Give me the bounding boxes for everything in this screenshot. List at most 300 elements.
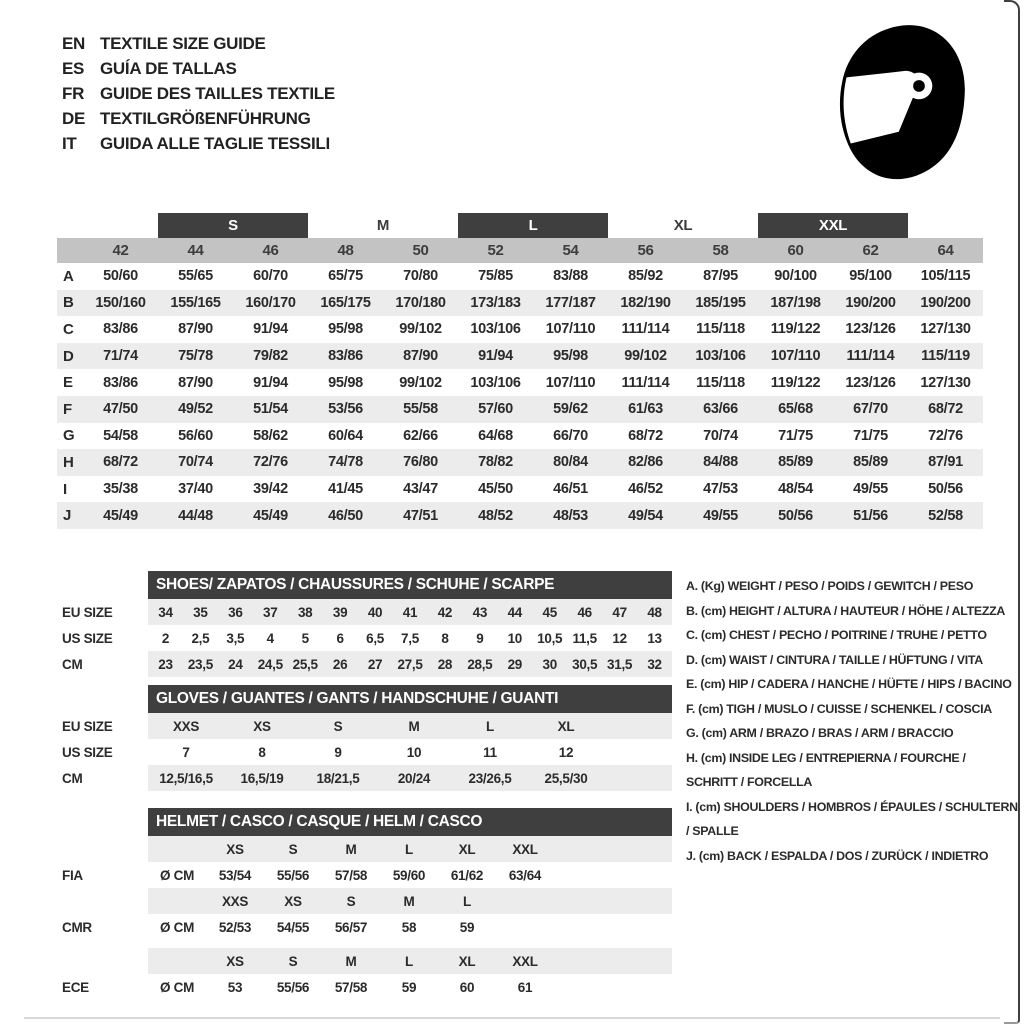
lang-title: GUIDA ALLE TAGLIE TESSILI — [100, 133, 330, 153]
measurement-value: 83/86 — [103, 321, 138, 338]
measurement-value: 95/98 — [553, 348, 588, 365]
legend-item: B. (cm) HEIGHT / ALTURA / HAUTEUR / HÖHE / ALTEZZA — [686, 603, 1006, 618]
glove-size-value: 20/24 — [397, 770, 431, 786]
apparel-row-f — [57, 396, 983, 423]
measurement-value: 127/130 — [920, 321, 971, 338]
measurement-value: 79/82 — [253, 348, 288, 365]
measurement-value: 50/56 — [928, 481, 963, 498]
measurement-value: 70/74 — [703, 427, 738, 444]
gloves-eu-row — [62, 713, 672, 739]
shoes-us-values — [148, 625, 672, 651]
shoe-size-value: 43 — [472, 604, 488, 620]
size-number: 54 — [562, 242, 579, 259]
measurement-value: 123/126 — [845, 374, 896, 391]
shoes-cm-row — [62, 651, 672, 677]
measurement-value: 82/86 — [628, 454, 663, 471]
size-number: 46 — [262, 242, 279, 259]
size-number: 56 — [637, 242, 654, 259]
helmet-size-value: 59/60 — [392, 867, 426, 883]
measurement-value: 190/200 — [920, 294, 971, 311]
standard-label-ece: ECE — [62, 979, 89, 995]
gloves-size-table — [62, 685, 672, 791]
row-label: EU SIZE — [62, 604, 113, 620]
measurement-value: 74/78 — [328, 454, 363, 471]
apparel-row-b — [57, 290, 983, 317]
apparel-row-a — [57, 263, 983, 290]
measurement-value: 119/122 — [770, 374, 821, 391]
measurement-value: 80/84 — [553, 454, 588, 471]
measurement-value: 43/47 — [403, 481, 438, 498]
helmet-size-label: L — [405, 841, 413, 857]
measurement-value: 111/114 — [621, 321, 670, 338]
glove-size-value: XL — [557, 718, 575, 734]
measurement-value: 85/89 — [853, 454, 888, 471]
measurement-value: 99/102 — [399, 374, 442, 391]
diameter-unit: Ø CM — [159, 979, 195, 995]
row-label: D — [63, 347, 74, 365]
measurement-value: 85/89 — [778, 454, 813, 471]
measurement-value: 165/175 — [320, 294, 371, 311]
standard-label-fia: FIA — [62, 867, 83, 883]
helmet-size-label: M — [403, 893, 415, 909]
measurement-value: 52/58 — [928, 507, 963, 524]
glove-size-value: 11 — [483, 744, 497, 760]
language-title-block — [62, 31, 335, 156]
helmet-size-label: M — [345, 841, 357, 857]
legend-item: E. (cm) HIP / CADERA / HANCHE / HÜFTE / HIPS / BACINO — [686, 677, 1012, 691]
shoe-size-value: 48 — [647, 604, 662, 620]
measurement-value: 85/92 — [628, 268, 663, 285]
size-number: 52 — [487, 242, 504, 259]
measurement-value: 49/54 — [628, 507, 663, 524]
lang-line-es — [62, 56, 335, 81]
glove-size-value: 7 — [182, 744, 190, 760]
apparel-size-table — [57, 213, 983, 529]
helmet-size-label: XS — [284, 893, 302, 909]
legend-item: I. (cm) SHOULDERS / HOMBROS / ÉPAULES / SCHULTERN / SPALLE — [686, 799, 1018, 838]
apparel-row-j — [57, 502, 983, 529]
apparel-row-e — [57, 369, 983, 396]
diameter-unit: Ø CM — [159, 867, 195, 883]
measurement-value: 83/86 — [103, 374, 138, 391]
helmet-size-value: 56/57 — [334, 919, 368, 935]
measurement-value: 55/65 — [178, 268, 213, 285]
helmet-table-title: HELMET / CASCO / CASQUE / HELM / CASCO — [148, 808, 672, 836]
helmet-size-label: XXS — [221, 893, 249, 909]
legend-item: D. (cm) WAIST / CINTURA / TAILLE / HÜFTUNG / VITA — [686, 652, 983, 667]
gloves-us-values — [148, 739, 672, 765]
measurement-value: 105/115 — [920, 268, 971, 285]
measurement-value: 76/80 — [403, 454, 438, 471]
lang-title: GUIDE DES TAILLES TEXTILE — [100, 83, 335, 103]
measurement-value: 83/88 — [553, 268, 588, 285]
measurement-value: 107/110 — [545, 374, 596, 391]
measurement-value: 46/51 — [553, 481, 588, 498]
helmet-size-label: L — [405, 953, 413, 969]
measurement-value: 103/106 — [470, 374, 521, 391]
standard-label-cmr: CMR — [62, 919, 92, 935]
size-group-header — [57, 213, 983, 238]
shoes-table-title: SHOES/ ZAPATOS / CHAUSSURES / SCHUHE / SCARPE — [148, 571, 672, 599]
measurement-value: 71/74 — [103, 348, 138, 365]
shoe-size-value: 9 — [476, 630, 484, 646]
measurement-value: 48/52 — [478, 507, 513, 524]
measurement-value: 107/110 — [770, 348, 821, 365]
shoe-size-value: 4 — [266, 630, 274, 646]
measurement-value: 54/58 — [103, 427, 138, 444]
measurement-value: 190/200 — [845, 294, 896, 311]
measurement-value: 95/98 — [328, 321, 363, 338]
shoe-size-value: 2,5 — [191, 630, 210, 646]
helmet-size-label: S — [288, 953, 298, 969]
shoe-size-value: 44 — [507, 604, 522, 620]
shoe-size-value: 6 — [336, 630, 344, 646]
measurement-value: 53/56 — [328, 401, 363, 418]
shoe-size-value: 26 — [332, 656, 348, 672]
helmet-cmr-values-row — [62, 914, 672, 940]
helmet-ece-values-row — [62, 974, 672, 1000]
helmet-size-value: 61/62 — [450, 867, 484, 883]
lang-title: TEXTILGRÖßENFÜHRUNG — [100, 108, 311, 128]
measurement-value: 55/58 — [403, 401, 438, 418]
glove-size-value: 8 — [258, 744, 266, 760]
lang-title: TEXTILE SIZE GUIDE — [100, 33, 266, 53]
measurement-value: 87/90 — [178, 374, 213, 391]
measurement-value: 87/90 — [403, 348, 438, 365]
measurement-value: 50/60 — [103, 268, 138, 285]
shoes-us-row — [62, 625, 672, 651]
shoe-size-value: 28,5 — [467, 656, 493, 672]
shoe-size-value: 29 — [507, 656, 522, 672]
measurement-value: 46/50 — [328, 507, 363, 524]
size-number: 42 — [112, 242, 129, 259]
shoe-size-value: 24,5 — [257, 656, 283, 672]
glove-size-value: M — [408, 718, 420, 734]
helmet-fia-values-row — [62, 862, 672, 888]
helmet-size-value: 59 — [401, 979, 417, 995]
measurement-value: 68/72 — [628, 427, 663, 444]
helmet-size-value: 57/58 — [334, 979, 368, 995]
measurement-value: 37/40 — [178, 481, 213, 498]
measurement-value: 59/62 — [553, 401, 588, 418]
helmet-size-label: XXL — [512, 841, 538, 857]
measurement-value: 70/74 — [178, 454, 213, 471]
shoe-size-value: 46 — [577, 604, 592, 620]
measurement-value: 72/76 — [928, 427, 963, 444]
measurement-value: 182/190 — [620, 294, 671, 311]
measurement-value: 46/52 — [628, 481, 663, 498]
measurement-value: 62/66 — [403, 427, 438, 444]
row-label — [62, 948, 148, 974]
measurement-value: 39/42 — [253, 481, 288, 498]
helmet-size-label: M — [345, 953, 357, 969]
measurement-value: 70/80 — [403, 268, 438, 285]
row-label: J — [63, 507, 72, 525]
measurement-value: 48/53 — [553, 507, 588, 524]
measurement-value: 115/119 — [921, 348, 970, 365]
apparel-row-i — [57, 476, 983, 503]
measurement-value: 99/102 — [399, 321, 442, 338]
measurement-value: 45/49 — [103, 507, 138, 524]
measurement-value: 78/82 — [478, 454, 513, 471]
shoe-size-value: 38 — [297, 604, 313, 620]
shoe-size-value: 47 — [612, 604, 627, 620]
size-group-m: M — [376, 217, 390, 234]
measurement-value: 61/63 — [628, 401, 663, 418]
fia-size-labels — [148, 836, 672, 862]
lang-line-it — [62, 131, 335, 156]
size-group-xxl: XXL — [758, 213, 908, 238]
measurement-value: 71/75 — [778, 427, 813, 444]
measurement-value: 64/68 — [478, 427, 513, 444]
size-group-xl: XL — [673, 217, 693, 234]
measurement-value: 60/64 — [328, 427, 363, 444]
shoe-size-value: 12 — [612, 630, 627, 646]
measurement-value: 185/195 — [695, 294, 746, 311]
row-label — [62, 836, 148, 862]
measurement-value: 48/54 — [778, 481, 813, 498]
measurement-value: 65/68 — [778, 401, 813, 418]
glove-size-value: 25,5/30 — [544, 770, 588, 786]
shoe-size-value: 13 — [647, 630, 662, 646]
row-label — [62, 888, 148, 914]
measurement-value: 75/85 — [478, 268, 513, 285]
lang-code: ES — [62, 58, 85, 78]
row-label: EU SIZE — [62, 718, 113, 734]
shoes-cm-values — [148, 651, 672, 677]
lang-code: FR — [62, 83, 85, 103]
size-number: 58 — [712, 242, 729, 259]
lang-code: EN — [62, 33, 86, 53]
legend-item: G. (cm) ARM / BRAZO / BRAS / ARM / BRACCIO — [686, 726, 954, 740]
measurement-value: 44/48 — [178, 507, 213, 524]
apparel-row-h — [57, 449, 983, 476]
measurement-value: 47/51 — [403, 507, 438, 524]
shoe-size-value: 32 — [647, 656, 662, 672]
helmet-size-value: 52/53 — [218, 919, 252, 935]
shoe-size-value: 23,5 — [187, 656, 213, 672]
measurement-value: 111/114 — [846, 348, 895, 365]
measurement-value: 155/165 — [170, 294, 221, 311]
measurement-value: 91/94 — [478, 348, 513, 365]
size-number: 64 — [937, 242, 954, 259]
row-label: F — [63, 400, 72, 418]
glove-size-value: S — [333, 718, 343, 734]
measurement-value: 50/56 — [778, 507, 813, 524]
shoe-size-value: 42 — [437, 604, 453, 620]
helmet-size-value: 53/54 — [218, 867, 252, 883]
row-label: A — [63, 267, 74, 285]
helmet-size-value: 59 — [459, 919, 475, 935]
size-number: 44 — [187, 242, 204, 259]
cmr-size-labels — [148, 888, 672, 914]
size-group-s: S — [158, 213, 308, 238]
helmet-size-label: L — [463, 893, 471, 909]
measurement-value: 87/91 — [928, 454, 963, 471]
measurement-value: 87/95 — [703, 268, 738, 285]
measurement-value: 68/72 — [928, 401, 963, 418]
apparel-row-d — [57, 343, 983, 370]
shoe-size-value: 34 — [158, 604, 173, 620]
shoe-size-value: 3,5 — [226, 630, 245, 646]
helmet-size-value: 55/56 — [276, 979, 310, 995]
apparel-row-c — [57, 316, 983, 343]
lang-code: DE — [62, 108, 86, 128]
cmr-values — [148, 914, 672, 940]
shoe-size-value: 27 — [367, 656, 383, 672]
row-label: CM — [62, 770, 83, 786]
legend-item: A. (Kg) WEIGHT / PESO / POIDS / GEWITCH / PESO — [686, 579, 974, 593]
glove-size-value: XS — [253, 718, 271, 734]
measurement-value: 170/180 — [395, 294, 446, 311]
measurement-value: 95/100 — [849, 268, 892, 285]
helmet-size-label: XL — [458, 841, 476, 857]
gloves-table-title: GLOVES / GUANTES / GANTS / HANDSCHUHE / GUANTI — [148, 685, 672, 713]
ece-values — [148, 974, 672, 1000]
row-label: G — [63, 427, 75, 445]
shoe-size-value: 39 — [332, 604, 348, 620]
measurement-value: 173/183 — [470, 294, 521, 311]
size-number: 48 — [337, 242, 354, 259]
shoe-size-value: 40 — [367, 604, 383, 620]
measurement-value: 35/38 — [103, 481, 138, 498]
helmet-size-value: 55/56 — [276, 867, 310, 883]
row-label: CM — [62, 656, 83, 672]
measurement-value: 45/49 — [253, 507, 288, 524]
measurement-value: 160/170 — [245, 294, 296, 311]
helmet-size-table — [62, 808, 672, 1000]
shoe-size-value: 8 — [441, 630, 449, 646]
shoe-size-value: 36 — [228, 604, 243, 620]
legend-item: J. (cm) BACK / ESPALDA / DOS / ZURÜCK / INDIETRO — [686, 848, 989, 863]
glove-size-value: 12,5/16,5 — [159, 770, 213, 786]
measurement-value: 103/106 — [470, 321, 521, 338]
measurement-value: 63/66 — [703, 401, 738, 418]
measurement-value: 91/94 — [253, 374, 288, 391]
row-label: C — [63, 320, 74, 338]
measurement-value: 127/130 — [920, 374, 971, 391]
measurement-value: 103/106 — [695, 348, 746, 365]
helmet-cmr-sizes-row — [62, 888, 672, 914]
legend-item: H. (cm) INSIDE LEG / ENTREPIERNA / FOURCHE / SCHRITT / FORCELLA — [686, 750, 966, 789]
gloves-cm-row — [62, 765, 672, 791]
lang-code: IT — [62, 133, 77, 153]
helmet-size-label: S — [288, 841, 298, 857]
fia-values — [148, 862, 672, 888]
measurement-value: 51/56 — [853, 507, 888, 524]
glove-size-value: 16,5/19 — [240, 770, 284, 786]
row-label: B — [63, 294, 74, 312]
glove-size-value: 9 — [334, 744, 342, 760]
glove-size-value: 12 — [558, 744, 574, 760]
shoe-size-value: 7,5 — [401, 630, 419, 646]
legend-item: F. (cm) TIGH / MUSLO / CUISSE / SCHENKEL / COSCIA — [686, 701, 992, 716]
helmet-size-label: XS — [226, 841, 244, 857]
helmet-ece-sizes-row — [62, 948, 672, 974]
measurement-value: 66/70 — [553, 427, 588, 444]
shoes-size-table — [62, 571, 672, 677]
glove-size-value: XXS — [172, 718, 200, 734]
shoe-size-value: 45 — [542, 604, 557, 620]
measurement-value: 45/50 — [478, 481, 513, 498]
glove-size-value: 10 — [406, 744, 422, 760]
shoe-size-value: 24 — [228, 656, 243, 672]
shoe-size-value: 35 — [193, 604, 208, 620]
row-label: I — [63, 480, 67, 498]
gloves-cm-values — [148, 765, 672, 791]
measurement-value: 107/110 — [545, 321, 596, 338]
shoe-size-value: 31,5 — [607, 656, 633, 672]
measurement-value: 47/53 — [703, 481, 738, 498]
shoe-size-value: 10 — [507, 630, 522, 646]
measurement-value: 87/90 — [178, 321, 213, 338]
shoe-size-value: 6,5 — [366, 630, 384, 646]
measurement-value: 47/50 — [103, 401, 138, 418]
glove-size-value: L — [486, 718, 494, 734]
measurement-value: 41/45 — [328, 481, 363, 498]
size-number: 60 — [787, 242, 804, 259]
shoe-size-value: 11,5 — [572, 630, 597, 646]
helmet-size-label: XL — [458, 953, 476, 969]
helmet-size-label: XS — [226, 953, 244, 969]
measurement-value: 49/55 — [853, 481, 888, 498]
lang-title: GUÍA DE TALLAS — [100, 58, 237, 78]
shoe-size-value: 23 — [158, 656, 173, 672]
measurement-value: 60/70 — [253, 268, 288, 285]
shoe-size-value: 30 — [542, 656, 557, 672]
measurement-value: 150/160 — [95, 294, 146, 311]
legend-item: C. (cm) CHEST / PECHO / POITRINE / TRUHE / PETTO — [686, 628, 987, 642]
shoes-eu-values — [148, 599, 672, 625]
measurement-value: 115/118 — [696, 374, 745, 391]
measurement-value: 123/126 — [845, 321, 896, 338]
measurement-value: 56/60 — [178, 427, 213, 444]
measurement-value: 67/70 — [853, 401, 888, 418]
shoe-size-value: 25,5 — [292, 656, 318, 672]
helmet-size-value: 53 — [227, 979, 243, 995]
shoe-size-value: 28 — [437, 656, 453, 672]
helmet-size-value: 61 — [517, 979, 533, 995]
measurement-value: 95/98 — [328, 374, 363, 391]
numeric-size-band — [57, 238, 983, 263]
lang-line-de — [62, 106, 335, 131]
measurement-value: 83/86 — [328, 348, 363, 365]
measurement-value: 111/114 — [621, 374, 670, 391]
helmet-size-value: 57/58 — [334, 867, 368, 883]
gloves-eu-values — [148, 713, 672, 739]
measurement-value: 49/55 — [703, 507, 738, 524]
helmet-size-label: XXL — [512, 953, 538, 969]
helmet-size-value: 58 — [401, 919, 417, 935]
apparel-row-g — [57, 423, 983, 450]
measurement-value: 177/187 — [545, 294, 596, 311]
ece-size-labels — [148, 948, 672, 974]
size-group-l: L — [458, 213, 608, 238]
measurement-value: 115/118 — [696, 321, 745, 338]
page-border-right — [1004, 0, 1020, 1024]
helmet-fia-sizes-row — [62, 836, 672, 862]
diameter-unit: Ø CM — [159, 919, 195, 935]
size-number: 62 — [862, 242, 879, 259]
apparel-rows — [57, 263, 983, 529]
measurement-value: 99/102 — [624, 348, 667, 365]
shoe-size-value: 5 — [301, 630, 309, 646]
glove-size-value: 23/26,5 — [468, 770, 512, 786]
helmet-size-value: 60 — [459, 979, 475, 995]
measurement-value: 58/62 — [253, 427, 288, 444]
shoe-size-value: 37 — [263, 604, 278, 620]
shoes-eu-row — [62, 599, 672, 625]
